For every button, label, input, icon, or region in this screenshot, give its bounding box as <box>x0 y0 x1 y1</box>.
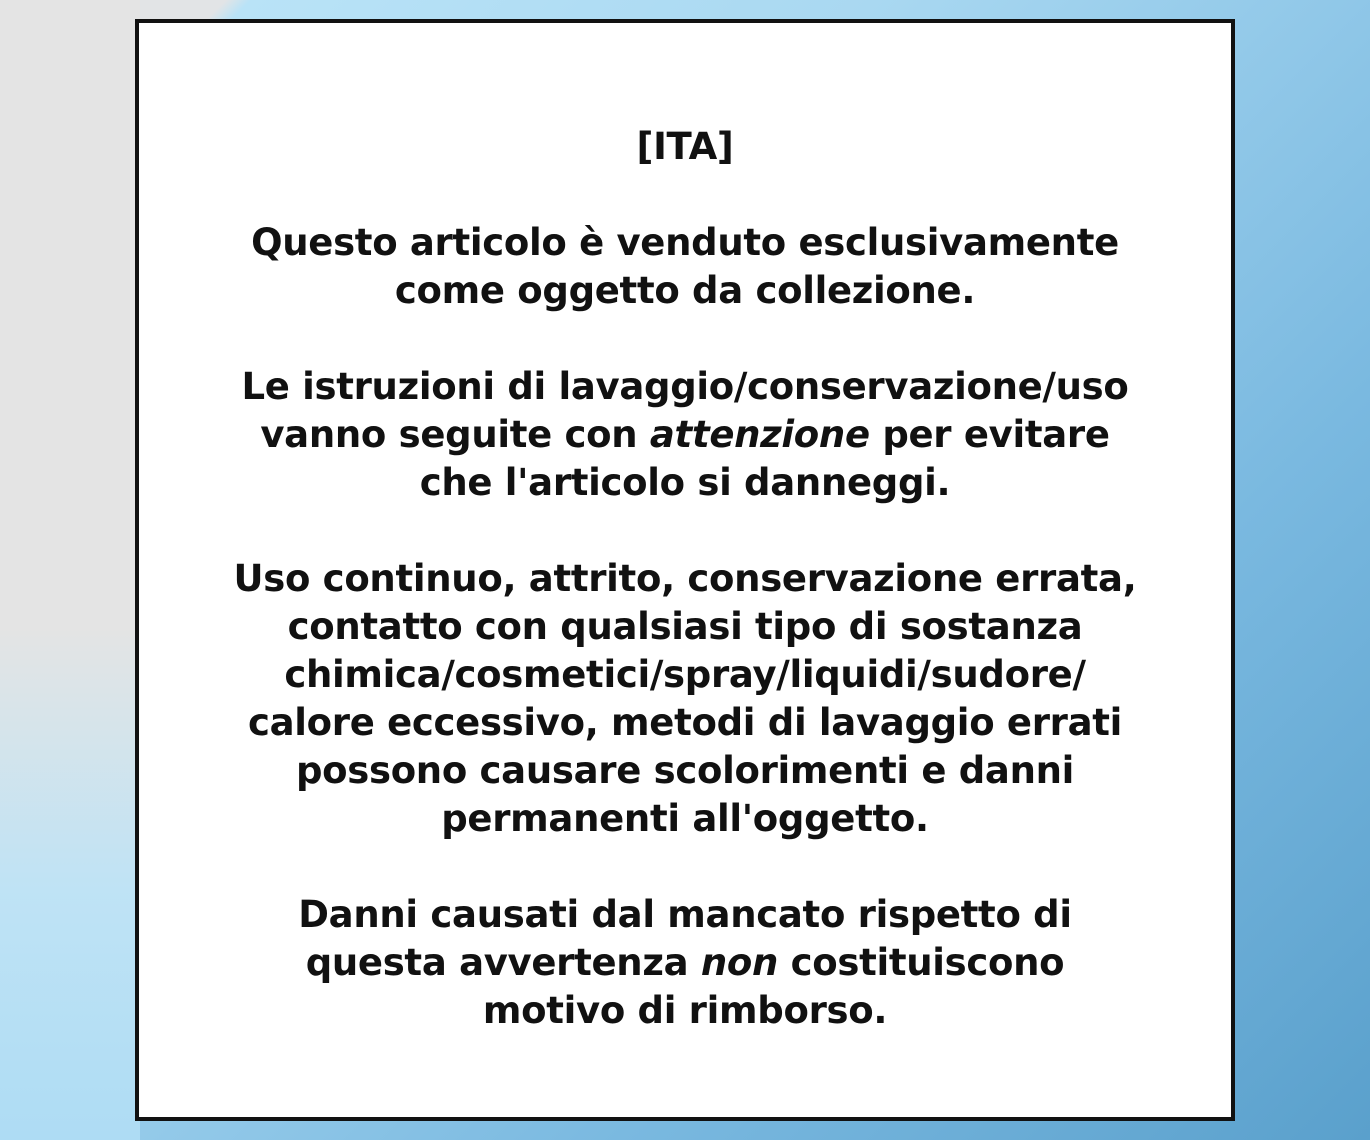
refund-emphasis: non <box>700 941 779 984</box>
language-tag <box>139 123 1231 171</box>
damage-line-4: calore eccessivo, metodi di lavaggio errati <box>247 701 1123 744</box>
refund-line-2-start: questa avvertenza <box>305 941 701 984</box>
damage-line-1: Uso continuo, attrito, conservazione errata, <box>233 557 1137 600</box>
care-line-2-end: per evitare <box>869 413 1110 456</box>
care-instructions-paragraph <box>139 363 1231 507</box>
care-line-3: che l'articolo si danneggi. <box>419 461 951 504</box>
refund-line-3: motivo di rimborso. <box>482 989 888 1032</box>
collectible-line-1: Questo articolo è venduto esclusivamente <box>251 221 1119 264</box>
refund-line-2 <box>139 939 1231 987</box>
collectible-line-2: come oggetto da collezione. <box>394 269 976 312</box>
background-panel <box>0 0 140 1140</box>
notice-text <box>139 123 1231 1083</box>
care-line-2 <box>139 411 1231 459</box>
damage-causes-paragraph <box>139 555 1231 843</box>
care-line-2-start: vanno seguite con <box>260 413 650 456</box>
damage-line-2: contatto con qualsiasi tipo di sostanza <box>287 605 1083 648</box>
damage-line-5: possono causare scolorimenti e danni <box>295 749 1075 792</box>
collectible-paragraph <box>139 219 1231 315</box>
care-line-1: Le istruzioni di lavaggio/conservazione/uso <box>241 365 1129 408</box>
damage-line-6: permanenti all'oggetto. <box>441 797 929 840</box>
damage-line-3: chimica/cosmetici/spray/liquidi/sudore/ <box>284 653 1086 696</box>
refund-line-1: Danni causati dal mancato rispetto di <box>298 893 1072 936</box>
care-emphasis: attenzione <box>649 413 870 456</box>
refund-line-2-end: costituiscono <box>778 941 1065 984</box>
refund-paragraph <box>139 891 1231 1035</box>
notice-card <box>135 19 1235 1121</box>
language-tag-text: [ITA] <box>636 125 734 168</box>
